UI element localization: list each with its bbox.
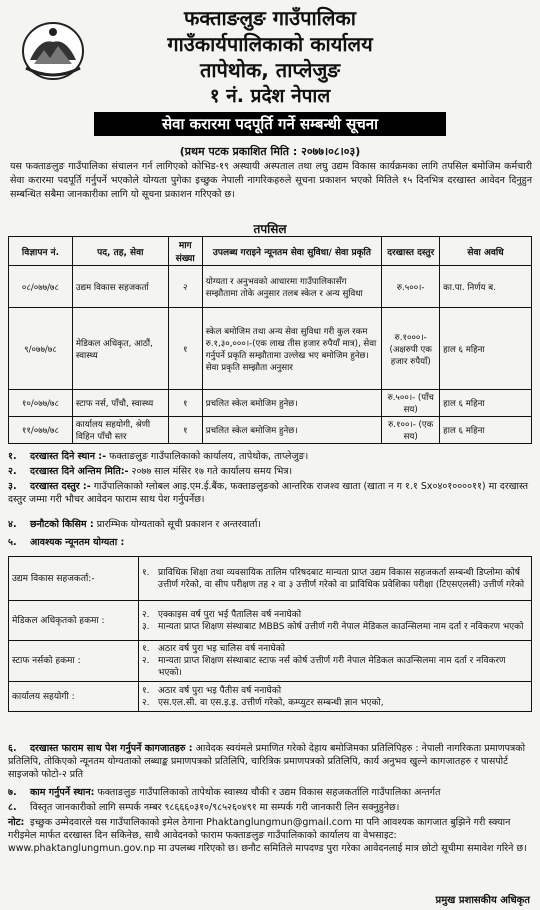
item-label: काम गर्नुपर्ने स्थान: <box>30 787 95 798</box>
header-line-2: गाउँकार्यपालिकाको कार्यालय <box>167 32 373 56</box>
cell: ९/०७७/७८ <box>9 308 73 390</box>
table-row <box>9 308 532 390</box>
point-number: १. <box>142 567 150 578</box>
cell: कार्यालय सहयोगी, श्रेणी विहिन पाँचौ स्तर <box>72 417 168 444</box>
header-cell: दरखास्त दस्तुर <box>382 237 440 266</box>
point-text: मान्यता प्राप्त शिक्षण संस्थाबाट स्टाफ नर्स कोर्ष उत्तीर्ण गरी नेपाल मेडिकल काउन्सिलमा नाम दर्ता र नविकरण भएको। <box>158 656 506 678</box>
item-number: १. <box>8 451 17 462</box>
qualification-post: मेडिकल अधिकृतको हकमा : <box>9 601 139 641</box>
item-number: ३. <box>8 481 17 492</box>
item-number: ८. <box>8 802 17 813</box>
table-row <box>9 390 532 417</box>
cell: स्टाफ नर्स, पाँचौ, स्वास्थ्य <box>72 390 168 417</box>
cell: १०/०७७/७८ <box>9 390 73 417</box>
qualification-row <box>9 557 532 601</box>
publish-date: (प्रथम पटक प्रकाशित मिति : २०७७।०८।०३) <box>179 145 361 158</box>
point-number: १. <box>142 685 150 696</box>
note <box>8 816 534 855</box>
intro-paragraph: यस फक्ताङलुङ गाउँपालिका संचालन गर्न लागिएको कोभिड-१९ अस्थायी अस्पताल तथा लघु उद्यम विकास कार्यक्रमका लागि तपसिल बमोजिम कर्मचारी सेवा करारमा पदपूर्ति गर्नुपर्ने भएकोले योग्यता पुगेका इच्छुक नेपाली नागरिकहरुले सूचना प्रकाशन भएको मितिले १५ दिनभित्र दरखास्त आवेदन दिनुहुन सम्बन्धित सबैमा जानकारीका लागि यो सूचना प्रकाशन गरिएको छ। <box>10 161 532 200</box>
qualification-points <box>139 601 532 641</box>
cell: मेडिकल अधिकृत, आठौं, स्वास्थ्य <box>72 308 168 390</box>
item-label: दरखास्त दिने अन्तिम मिति:- <box>30 466 129 477</box>
cell: ०८/०७७/७८ <box>9 266 73 308</box>
item-label: दरखास्त फाराम साथ पेश गर्नुपर्ने कागजातहरु : <box>30 743 193 754</box>
qualification-points <box>139 641 532 682</box>
item-label: छनौटको किसिम : <box>30 519 94 530</box>
point-text: प्राविधिक शिक्षा तथा व्यवसायिक तालिम परिषदबाट मान्यता प्राप्त उद्यम विकास सहजकर्ता सम्बन्धी डिप्लोमा कोर्ष उत्तीर्ण गरेको, वा सीप परीक्षण तह २ वा ३ उत्तीर्ण गरेको वा प्राविधिक प्रवेशिका परीक्षा (टिएसएलसी) उत्तीर्ण गरेको <box>158 567 525 590</box>
item-text: गाउँपालिकाको ग्लोबल आइ.एम.ई.बैंक, फक्ताङलुङको आन्तरिक राजश्व खाता (खाता न ग १.१ Sx०४०१००००११) मा दरखास्त दस्तुर जम्मा गरी भौचर आवेदन फाराम साथ पेश गर्नुपर्नेछ। <box>8 481 529 505</box>
item-number: ४. <box>8 519 17 530</box>
item-8 <box>8 801 534 814</box>
item-number: ७. <box>8 787 17 798</box>
item-text: विस्तृत जानकारीको लागि सम्पर्क नम्बर ९८६६६०३१०/९८५२६०४९१ मा सम्पर्क गरी जानकारी लिन सक्नुहुनेछ। <box>30 802 400 813</box>
qualification-row <box>9 641 532 682</box>
cell: १ <box>168 390 202 417</box>
cell: उद्यम विकास सहजकर्ता <box>72 266 168 308</box>
qualification-row <box>9 682 532 712</box>
item-5 <box>8 536 534 549</box>
item-text: २०७७ साल मंसिर १७ गते कार्यालय समय भित्र। <box>131 466 293 477</box>
point-number: २. <box>142 697 150 708</box>
cell: १ <box>168 417 202 444</box>
cell: हाल ६ महिना <box>440 308 532 390</box>
item-label: दरखास्त दिने स्थान :- <box>30 451 107 462</box>
tapsil-heading: तपसिल <box>253 222 287 236</box>
notice-banner: सेवा करारमा पदपूर्ति गर्ने सम्बन्धी सूचना <box>94 112 446 136</box>
header-cell: पद, तह, सेवा <box>72 237 168 266</box>
item-number: ६. <box>8 743 17 754</box>
header-cell: विज्ञापन नं. <box>9 237 73 266</box>
cell: रु.१०००।- (अक्षरुपी एक हजार रुपैयाँ) <box>382 308 440 390</box>
item-label: दरखास्त दस्तुर :- <box>30 481 91 492</box>
cell: हाल ६ महिना <box>440 417 532 444</box>
signature-title: प्रमुख प्रशासकीय अधिकृत <box>435 895 530 906</box>
header-line-1: फक्ताङलुङ गाउँपालिका <box>184 6 356 30</box>
point-text: अठार वर्ष पुरा भइ चालिस वर्ष ननाघेको <box>158 644 286 654</box>
header-cell: माग संख्या <box>168 237 202 266</box>
qualification-points <box>139 557 532 601</box>
item-number: ५. <box>8 537 17 548</box>
table-row <box>9 417 532 444</box>
cell: रु.१००।- (एक सय) <box>382 417 440 444</box>
item-text: प्रारम्भिक योग्यताको सूची प्रकाशन र अन्तरवार्ता। <box>96 519 262 530</box>
item-1 <box>8 450 534 463</box>
vacancy-table <box>8 236 532 444</box>
item-7 <box>8 786 534 799</box>
cell: का.पा. निर्णय ब. <box>440 266 532 308</box>
item-label: आवश्यक न्यूनतम योग्यता : <box>30 537 125 548</box>
item-text: फक्ताङलुङ गाउँपालिकाको तापेथोक स्वास्थ्य चौकी र उद्यम विकास सहजकर्तालि गाउँपालिका अन्तर्गत <box>97 787 441 798</box>
point-text: अठार वर्ष पुरा भइ पैतीस वर्ष ननाघेको <box>158 685 282 696</box>
qualification-post: स्टाफ नर्सको हकमा : <box>9 641 139 682</box>
cell: रु.५००।- <box>382 266 440 308</box>
qualification-table <box>8 556 532 712</box>
note-label: नोट: <box>8 817 25 828</box>
point-number: २. <box>142 656 150 666</box>
item-3 <box>8 480 534 506</box>
item-6 <box>8 742 534 781</box>
item-text: फक्ताङलुङ गाउँपालिकाको कार्यालय, तापेथोक, ताप्लेजुङ। <box>109 451 309 462</box>
cell: ११/०७७/७८ <box>9 417 73 444</box>
item-number: २. <box>8 466 17 477</box>
qualification-row <box>9 601 532 641</box>
qualification-post: उद्यम विकास सहजकर्ता:- <box>9 557 139 601</box>
cell: प्रचलित स्केल बमोजिम हुनेछ। <box>202 417 382 444</box>
header-line-4: १ नं. प्रदेश नेपाल <box>209 85 331 107</box>
item-text: आवेदक स्वयंमले प्रमाणित गरेको देहाय बमोजिमका प्रतिलिपिहरु : नेपाली नागरिकता प्रमाणपत्रको प्रतिलिपि, तोकिएको न्यूनतम योग्यताको लब्धाङ्क प्रमाणपत्रको प्रतिलिपि, चारित्रिक प्रमाणपत्रको प्रतिलिपि, कार्य अनुभव खुल्ने कागजातहरु र पासपोर्ट साइजको फोटो-२ प्रति <box>8 743 526 780</box>
point-number: २. <box>142 609 150 620</box>
cell: २ <box>168 266 202 308</box>
cell: स्केल बमोजिम तथा अन्य सेवा सुविधा गरी कुल रकम रु.१,३०,०००।-(एक लाख तीस हजार रुपैयाँ मात्र), सेवा गर्नुपर्ने प्रकृति सम्झौतामा उल्लेख भए बमोजिम हुनेछ। सेवा प्रकृति सम्झौता अनुसार <box>202 308 382 390</box>
qualification-post: कार्यालय सहयोगी : <box>9 682 139 712</box>
header-line-3: तापेथोक, ताप्लेजुङ <box>199 58 341 82</box>
cell: हाल ६ महिना <box>440 390 532 417</box>
table-header-row <box>9 237 532 266</box>
item-2 <box>8 465 534 478</box>
cell: १ <box>168 308 202 390</box>
point-text: एक्काइस वर्ष पुरा भई पैतालिस वर्ष ननाघेको <box>158 609 302 620</box>
cell: योग्यता र अनुभवको आधारमा गाउँपालिकासँग सम्झौतामा तोके अनुसार तलब स्केल र अन्य सुविधा <box>202 266 382 308</box>
table-row <box>9 266 532 308</box>
qualification-points <box>139 682 532 712</box>
header-cell: सेवा अवधि <box>440 237 532 266</box>
point-text: मान्यता प्राप्त शिक्षण संस्थाबाट MBBS कोर्ष उत्तीर्ण गरी नेपाल मेडिकल काउन्सिलमा नाम दर्ता र नविकरण भएको <box>158 621 524 632</box>
item-4 <box>8 518 534 531</box>
note-text: इच्छुक उम्मेदवारले यस गाउँपालिकाको इमेल ठेगाना Phaktanglungmun@gmail.com मा पनि आवश्यक कागजात बुझिने गरी स्क्यान गरीइमेल मार्फत दरखास्त दिन सकिनेछ, साथै आवेदनको फाराम फक्ताङलुङ गाउँपालिकाको कार्यालय वा वेभसाइट: www.phaktanglungmun.gov.np मा उपलब्ध गरिएको छ। छनौट समितिले मापदण्ड पुरा गरेका आवेदनलाई मात्र छोटो सूचीमा समावेश गरिने छ। <box>8 817 527 854</box>
cell: रु.५००।- (पाँच सय) <box>382 390 440 417</box>
cell: प्रचलित स्केल बमोजिम हुनेछ। <box>202 390 382 417</box>
point-number: १. <box>142 644 150 654</box>
header-cell: उपलब्ध गराइने न्यूनतम सेवा सुविधा/ सेवा प्रकृति <box>202 237 382 266</box>
point-number: ३. <box>142 621 150 632</box>
point-text: एस.एल.सी. वा एस.इ.इ. उत्तीर्ण गरेको, कम्प्युटर सम्बन्धी ज्ञान भएको, <box>158 697 384 708</box>
header <box>0 0 540 108</box>
